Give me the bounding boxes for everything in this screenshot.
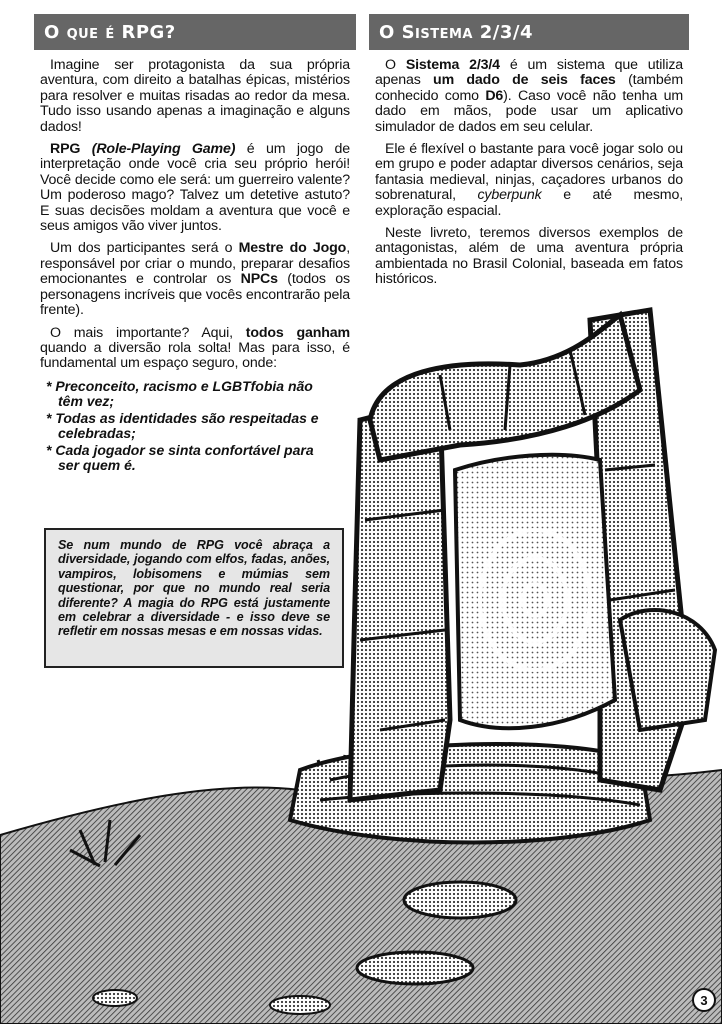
rule-item: * Todas as identidades são respeitadas e celebradas;: [46, 409, 319, 441]
diversity-callout-box: [44, 528, 344, 668]
ground-stone: [93, 990, 137, 1006]
ground-stone: [270, 996, 330, 1014]
section-title-rpg: O que é RPG?: [34, 14, 356, 50]
page-number-badge: 3: [692, 988, 716, 1012]
system-intro-paragraph: O Sistema 2/3/4 é um sistema que utiliza apenas um dado de seis faces (também conhecido como D6). Caso você não tenha um dado em mãos, pode usar um aplicativo simulador de dados em seu celular.: [375, 57, 684, 135]
rpg-definition-paragraph: RPG (Role-Playing Game) é um jogo de interpretação onde você cria seu próprio herói! Você decide como ele será: um guerreiro valente? Um poderoso mago? Talvez um detetive astuto? E suas decisões moldam a aventura que você e seus amigos vão viver juntos.: [40, 141, 350, 235]
ground-stone: [357, 952, 473, 984]
game-master-paragraph: Um dos participantes será o Mestre do Jogo, responsável por criar o mundo, preparar desafios emocionantes e controlar os NPCs (todos os personagens incríveis que vocês encontrarão pela frente).: [40, 240, 350, 319]
callout-text: Se num mundo de RPG você abraça a diversidade, jogando com elfos, fadas, anões, vampiros, lobisomens e múmias sem questionar, por que no mundo real seria diferente? A magia do RPG está justamente em celebrar a diversidade - e isso deve se refletir em nossas mesas e em nossas vidas.: [58, 538, 330, 639]
right-body: [369, 58, 689, 288]
left-column: [34, 14, 356, 475]
portal-left-pillar: [350, 400, 450, 800]
left-body: [34, 58, 356, 473]
rpg-intro-paragraph: Imagine ser protagonista da sua própria aventura, com direito a batalhas épicas, mistérios para resolver e muitas risadas ao redor da mesa. Tudo isso usando apenas a imaginação e alguns dados!: [40, 57, 350, 135]
rule-item: * Cada jogador se sinta confortável para ser quem é.: [46, 441, 314, 473]
ground-stone: [404, 882, 516, 918]
safe-space-rules: [40, 379, 350, 473]
right-column: [369, 14, 689, 295]
rule-item: * Preconceito, racismo e LGBTfobia não têm vez;: [46, 377, 313, 409]
safe-space-paragraph: O mais importante? Aqui, todos ganham quando a diversão rola solta! Mas para isso, é fundamental um espaço seguro, onde:: [40, 324, 351, 372]
section-title-system: O Sistema 2/3/4: [369, 14, 689, 50]
flexibility-paragraph: Ele é flexível o bastante para você jogar solo ou em grupo e poder adaptar diversos cenários, seja fantasia medieval, ninjas, caçadores urbanos do sobrenatural, cyberpunk e até mesmo, exploração espacial.: [375, 141, 683, 219]
booklet-paragraph: Neste livreto, teremos diversos exemplos de antagonistas, além de uma aventura própria ambientada no Brasil Colonial, baseada em fatos históricos.: [375, 225, 683, 288]
